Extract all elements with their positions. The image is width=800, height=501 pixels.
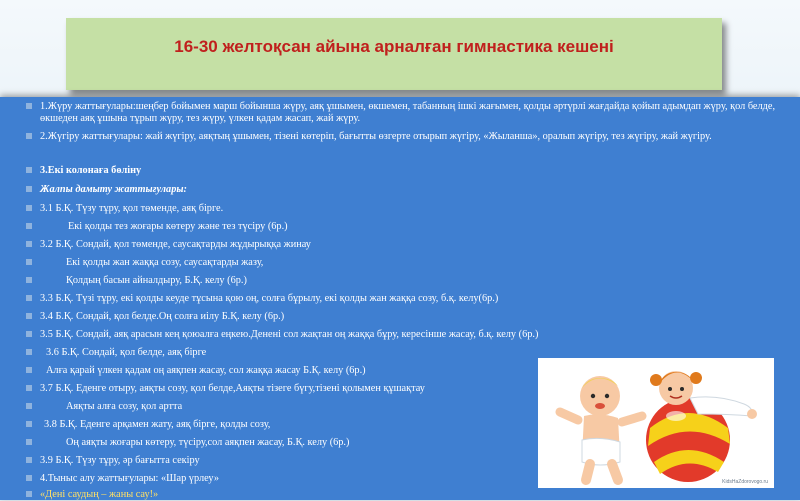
baby-icon <box>560 376 642 480</box>
bullet-icon <box>26 491 32 497</box>
title-box <box>66 18 722 90</box>
bullet-icon <box>26 295 32 301</box>
list-item-text: Екі қолды тез жоғары көтеру және тез түсіру (6р.) <box>68 221 288 232</box>
list-item-text: 3.8 Б.Қ. Еденге арқамен жату, аяқ бірге, қолды созу, <box>44 419 271 430</box>
bullet-icon <box>26 385 32 391</box>
slide-title: 16-30 желтоқсан айына арналған гимнастика кешені <box>174 37 614 56</box>
bullet-icon <box>26 103 32 109</box>
bullet-icon <box>26 205 32 211</box>
list-item-text: Оң аяқты жоғары көтеру, түсіру,сол аяқпен жасау, Б.Қ. келу (6р.) <box>66 437 350 448</box>
bullet-icon <box>26 313 32 319</box>
list-item-text: Екі қолды жан жаққа созу, саусақтарды жазу, <box>66 257 264 268</box>
list-item-text: 3.2 Б.Қ. Сондай, қол төменде, саусақтарды жұдырыққа жинау <box>40 239 311 250</box>
list-item-text: «Дені саудың – жаны сау!» <box>40 489 159 500</box>
list-item-text: 3.4 Б.Қ. Сондай, қол белде.Оң солға иілу Б.Қ. келу (6р.) <box>40 311 285 322</box>
bullet-icon <box>26 223 32 229</box>
list-item-text: 3.6 Б.Қ. Сондай, қол белде, аяқ бірге <box>46 347 207 358</box>
bullet-icon <box>26 259 32 265</box>
list-item-text: 2.Жүгіру жаттығулары: жай жүгіру, аяқтың ұшымен, тізені көтеріп, бағытты өзгерте отырып жүгіру, «Жыланша», оралып жүгіру, тез жүгіру, жай жүгіру. <box>40 131 712 142</box>
bullet-icon <box>26 349 32 355</box>
bullet-icon <box>26 439 32 445</box>
list-item-text: 3.Екі колонаға бөліну <box>40 165 142 176</box>
children-ball-icon <box>538 358 774 488</box>
bullet-icon <box>26 277 32 283</box>
bullet-icon <box>26 457 32 463</box>
bullet-icon <box>26 331 32 337</box>
bullet-icon <box>26 421 32 427</box>
watermark: KidsHaZdorovogo.ru <box>722 479 768 485</box>
bullet-icon <box>26 367 32 373</box>
list-item-text: Қолдың басын айналдыру, Б.Қ. келу (6р.) <box>66 275 247 286</box>
list-item-text: 3.5 Б.Қ. Сондай, аяқ арасын кең қоюалға еңкею.Денені сол жақтан оң жаққа бұру, кересінше жасау, б.қ. келу (6р.) <box>40 329 539 340</box>
bullet-icon <box>26 133 32 139</box>
list-item-text: Алға қарай үлкен қадам оң аяқпен жасау, сол жаққа жасау Б.Қ. келу (6р.) <box>46 365 366 376</box>
list-item-text: 3.3 Б.Қ. Түзі тұру, екі қолды кеуде тұсына қою оң, солға бұрылу, екі қолды жан жаққа созу, б.қ. келу(6р.) <box>40 293 499 304</box>
bullet-icon <box>26 241 32 247</box>
bullet-icon <box>26 475 32 481</box>
bullet-icon <box>26 403 32 409</box>
list-item-text: Жалпы дамыту жаттығулары: <box>40 184 187 195</box>
list-item-text: 3.7 Б.Қ. Еденге отыру, аяқты созу, қол белде,Аяқты тізеге бүгу,тізені қолымен құшақтау <box>40 383 425 394</box>
bullet-icon <box>26 186 32 192</box>
children-ball-illustration <box>538 358 774 488</box>
list-item-text: 3.9 Б.Қ. Түзу тұру, әр бағытта секіру <box>40 455 200 466</box>
list-item-text: 4.Тыныс алу жаттығулары: «Шар үрлеу» <box>40 473 219 484</box>
list-item-text: 1.Жүру жаттығулары:шеңбер бойымен марш бойынша жүру, аяқ ұшымен, өкшемен, табанның ішкі жағымен, қолды әртүрлі жағдайда қойып адымдап жүру, қол белде, өкшеден аяқ ұшына тұрып жүру, тез жүру, үлкен қадам жасап, жай жүру. <box>40 101 776 124</box>
list-item-text: 3.1 Б.Қ. Түзу тұру, қол төменде, аяқ бірге. <box>40 203 224 214</box>
bullet-icon <box>26 167 32 173</box>
list-item-text: Аяқты алға созу, қол артта <box>66 401 183 412</box>
